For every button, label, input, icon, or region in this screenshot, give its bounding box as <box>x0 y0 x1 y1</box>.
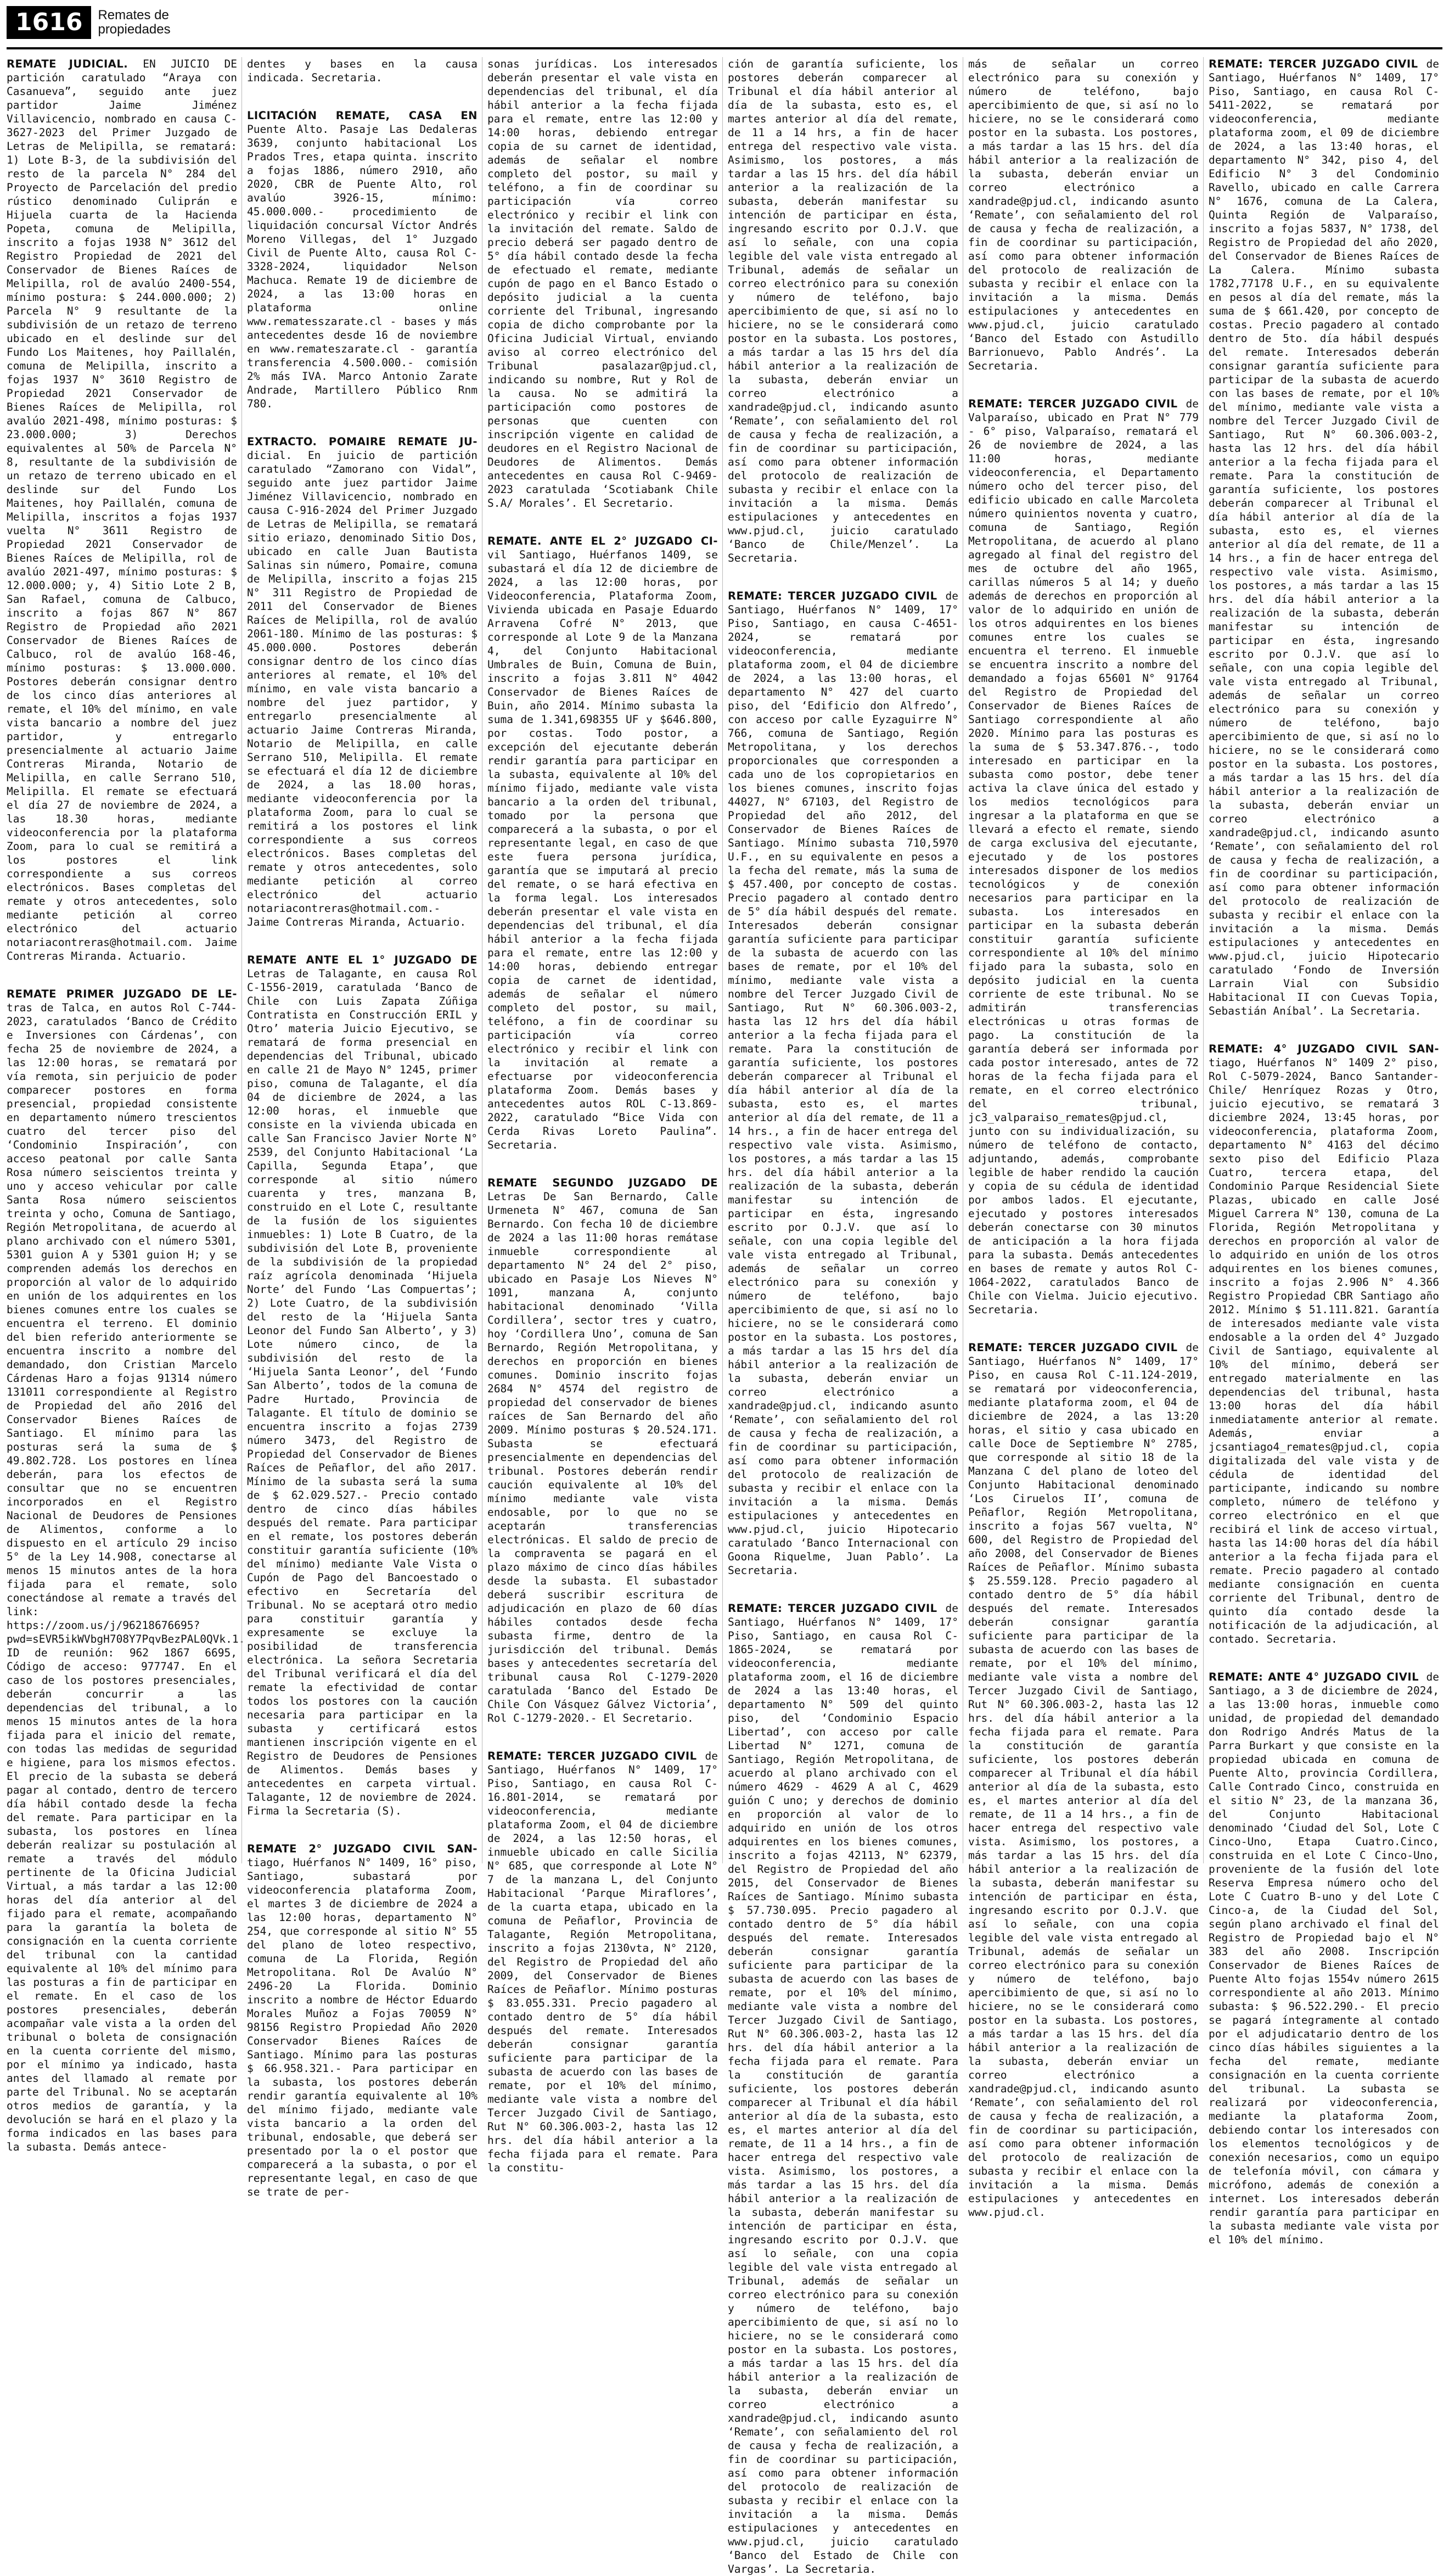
notice-text: de Santiago, Huérfanos N° 1409, 17° Piso, Santiago, en causa Rol C-1865-2024, se rematará por videoconferencia, mediante plataforma zoom, el 16 de diciembre de 2024 a las 13:40 horas, el departamento N° 509 del quinto piso, del ‘Condominio Espacio Libertad’, con acceso por calle Libertad N° 1271, comuna de Santiago, Región Metropolitana, de acuerdo al plano archivado con el número 4629 - 4629 A al C, 4629 guión C uno; y derechos de dominio en proporción al valor de lo adquirido en unión de los otros adquirentes en los bienes comunes, inscrito a fojas 42113, N° 62379, del Registro de Propiedad del año 2015, del Conservador de Bienes Raíces de Santiago. Mínimo subasta $ 57.730.095. Precio pagadero al contado dentro de 5° día hábil después del remate. Interesados deberán consignar garantía suficiente para participar de la subasta de acuerdo con las bases de remate, por el 10% del mínimo, mediante vale vista a nombre del Tercer Juzgado Civil de Santiago, Rut N° 60.306.003-2, hasta las 12 hrs. del día hábil anterior a la fecha fijada para el remate. Para la constitución de garantía suficiente, los postores deberán comparecer al Tribunal el día hábil anterior al día de la subasta, esto es, el martes anterior al día del remate, de 11 a 14 hrs., a fin de hacer entrega del respectivo vale vista. Asimismo, los postores, a más tardar a las 15 hrs. del día hábil anterior a la realización de la subasta, deberán manifestar su intención de participar en ésta, ingresando escrito por O.J.V. que así lo señale, con una copia legible del vale vista entregado al Tribunal, además de señalar un correo electrónico para su conexión y número de teléfono, bajo apercibimiento de que, si así no lo hiciere, no se le considerará como postor en la subasta. Los postores, a más tardar a las 15 hrs. del día hábil anterior a la realización de la subasta, deberán enviar un correo electrónico a xandrade@pjud.cl, indicando asunto ‘Remate’, con señalamiento del rol de causa y fecha de realización, a fin de coordinar su participación, así como para obtener información del protocolo de realización de subasta y recibir el enlace con la invitación a la misma. Demás estipulaciones y antecedentes en www.pjud.cl, juicio caratulado ‘Banco del Estado de Chile con Vargas’. La Secretaria. <box>728 1602 958 2575</box>
notice-heading: REMATE: TERCER JUZGADO CIVIL <box>728 590 937 602</box>
notice-body <box>247 953 478 1818</box>
notice-body <box>728 1601 958 2576</box>
auction-notice <box>1209 1042 1439 1646</box>
notice-body <box>1209 1042 1439 1646</box>
notice-text: dicial. En juicio de partición caratulado “Zamorano con Vidal”, seguido ante juez partidor Jaime Jiménez Villavicencio, nombrado en causa C-916-2024 del Primer Juzgado de Letras de Melipilla, se rematará sitio eriazo, denominado Sitio Dos, ubicado en calle Juan Bautista Salinas sin número, Pomaire, comuna de Melipilla, inscrito a fojas 215 N° 311 Registro de Propiedad de 2011 del Conservador de Bienes Raíces de Melipilla, rol de avalúo 2061-180. Mínimo de las posturas: $ 45.000.000. Postores deberán consignar dentro de los cinco días anteriores al remate, el 10% del mínimo, en vale vista bancario a nombre del juez partidor, y entregarlo presencialmente al actuario Jaime Contreras Miranda, Notario de Melipilla, en calle Serrano 510, Melipilla. El remate se efectuará el día 12 de diciembre de 2024, a las 18.00 horas, mediante videoconferencia por la plataforma Zoom, para lo cual se remitirá a los postores el link correspondiente a sus correos electrónicos. Bases completas del remate y otros antecedentes, solo mediante petición al correo electrónico del actuario notariacontreras@hotmail.com.- Jaime Contreras Miranda, Actuario. <box>247 449 478 928</box>
notice-text: más de señalar un correo electrónico para su conexión y número de teléfono, bajo apercibimiento de que, si así no lo hiciere, no se le considerará como postor en la subasta. Los postores, a más tardar a las 15 hrs. del día hábil anterior a la realización de la subasta, deberán enviar un correo electrónico a xandrade@pjud.cl, indicando asunto ‘Remate’, con señalamiento del rol de causa y fecha de realización, a fin de coordinar su participación, así como para obtener información del protocolo de realización de subasta y recibir el enlace con la invitación a la misma. Demás estipulaciones y antecedentes en www.pjud.cl, juicio caratulado ‘Banco del Estado con Astudillo Barrionuevo, Pablo Andrés’. La Secretaria. <box>968 58 1199 372</box>
notice-body <box>247 57 478 85</box>
notice-heading: REMATE: TERCER JUZGADO CIVIL <box>728 1602 937 1615</box>
notice-heading: REMATE: TERCER JUZGADO CIVIL <box>487 1750 697 1762</box>
notice-text: EN JUICIO DE partición caratulado “Araya con Casanueva”, seguido ante juez partidor Jaime Jiménez Villavicencio, nombrado en causa C-3627-2023 del Primer Juzgado de Letras de Melipilla, se rematará: 1) Lote B-3, de la subdivisión del resto de la parcela N° 284 del Proyecto de Parcelación del predio rústico denominado Culiprán e Hijuela cuarta de la Hacienda Popeta, comuna de Melipilla, inscrito a fojas 1938 N° 3612 del Registro Propiedad de 2021 del Conservador de Bienes Raíces de Melipilla, rol de avalúo 2400-554, mínimo postura: $ 244.000.000; 2) Parcela N° 9 resultante de la subdivisión de un retazo de terreno ubicado en el deslinde sur del Fundo Los Maitenes, hoy Paillalén, comuna de Melipilla, inscrito a fojas 1937 N° 3610 Registro de Propiedad 2021 Conservador de Bienes Raíces de Melipilla, rol avalúo 2021-498, mínimo posturas: $ 23.000.000; 3) Derechos equivalentes al 50% de Parcela N° 8, resultante de la subdivisión de un retazo de terreno ubicado en el deslinde sur del Fundo Los Maitenes, hoy Paillalén, comuna de Melipilla, inscritos a fojas 1937 vuelta N° 3611 Registro de Propiedad 2021 Conservador de Bienes Raíces de Melipilla, rol de avalúo 2021-497, mínimo posturas: $ 12.000.000; y, 4) Sitio Lote 2 B, San Rafael, comuna de Calbuco, inscrito a fojas 867 N° 867 Registro de Propiedad año 2021 Conservador de Bienes Raíces de Calbuco, rol de avalúo 168-46, mínimo posturas: $ 13.000.000. Postores deberán consignar dentro de los cinco días anteriores al remate, el 10% del mínimo, en vale vista bancario a nombre del juez partidor, y entregarlo presencialmente al actuario Jaime Contreras Miranda, Notario de Melipilla, en calle Serrano 510, Melipilla. El remate se efectuará el día 27 de noviembre de 2024, a las 18.30 horas, mediante videoconferencia por la plataforma Zoom, para lo cual se remitirá a los postores el link correspondiente a sus correos electrónicos. Bases completas del remate y otros antecedentes, solo mediante petición al correo electrónico del actuario notariacontreras@hotmail.com. Jaime Contreras Miranda. Actuario. <box>7 58 237 962</box>
notice-heading: REMATE 2° JUZGADO CIVIL SAN- <box>247 1843 478 1855</box>
notice-heading: REMATE ANTE EL 1° JUZGADO DE <box>247 954 478 966</box>
column-4 <box>728 57 958 2575</box>
notice-text: de Valparaíso, ubicado en Prat N° 779 - 6° piso, Valparaíso, rematará el 26 de noviembre de 2024, a las 11:00 horas, mediante videoconferencia, el Departamento número ocho del tercer piso, del edificio ubicado en calle Marcoleta número quinientos noventa y cuatro, comuna de Santiago, Región Metropolitana, de acuerdo al plano agregado al final del registro del mes de octubre del año 1965, carillas números 5 al 14; y dueño además de derechos en proporción al valor de lo adquirido en unión de los otros adquirentes en los bienes comunes entre los cuales se encuentra el terreno. El inmueble se encuentra inscrito a nombre del demandado a fojas 65601 N° 91764 del Registro de Propiedad del Conservador de Bienes Raíces de Santiago correspondiente al año 2020. Mínimo para las posturas es la suma de $ 53.347.876.-, todo interesado en participar en la subasta como postor, debe tener activa la clave única del estado y los medios tecnológicos para ingresar a la plataforma en que se llevará a efecto el remate, siendo de carga exclusiva del ejecutante, ejecutado y de los postores interesados disponer de los medios tecnológicos y de conexión necesarios para participar en la subasta. Los interesados en participar en la subasta deberán constituir garantía suficiente correspondiente al 10% del mínimo fijado para la subasta, solo en depósito judicial en la cuenta corriente de este tribunal. No se admitirán transferencias electrónicas u otras formas de pago. La constitución de la garantía deberá ser informada por cada postor interesado, antes de 72 horas de la fecha fijada para el remate, en el correo electrónico del tribunal, jc3_valparaiso_remates@pjud.cl, junto con su individualización, su número de teléfono de contacto, adjuntando, además, comprobante legible de haber rendido la caución y copia de su cédula de identidad por ambos lados. El ejecutante, ejecutado y postores interesados deberán conectarse con 30 minutos de anticipación a la hora fijada para la subasta. Demás antecedentes en bases de remate y autos Rol C-1064-2022, caratulados Banco de Chile con Vielma. Juicio ejecutivo. Secretaria. <box>968 397 1199 1316</box>
notice-body <box>487 57 718 510</box>
auction-notice <box>247 1842 478 2199</box>
notice-body <box>247 109 478 411</box>
notice-heading: REMATE: TERCER JUZGADO CIVIL <box>1209 58 1418 70</box>
notice-body <box>728 57 958 565</box>
notice-heading: REMATE: TERCER JUZGADO CIVIL <box>968 397 1178 410</box>
notice-text: Letras de Talagante, en causa Rol C-1556-2019, caratulada ‘Banco de Chile con Luis Zapata Zúñiga Contratista en Construcción ERIL y Otro’ materia Juicio Ejecutivo, se rematará de forma presencial en dependencias del Tribunal, ubicado en calle 21 de Mayo N° 1245, primer piso, comuna de Talagante, el día 04 de diciembre de 2024, a las 12:00 horas, el inmueble que consiste en la vivienda ubicada en calle San Francisco Javier Norte N° 2539, del Conjunto Habitacional ‘La Capilla, Segunda Etapa’, que corresponde al sitio número cuarenta y tres, manzana B, construido en el Lote C, resultante de la fusión de los siguientes inmuebles: 1) Lote B Cuatro, de la subdivisión del Lote B, proveniente de la subdivisión de la propiedad raíz agrícola denominada ‘Hijuela Norte’ del Fundo ‘Las Compuertas’; 2) Lote Cuatro, de la subdivisión del resto de la ‘Hijuela Santa Leonor del Fundo San Alberto’, y 3) Lote número cinco, de la subdivisión del resto de la ‘Hijuela Santa Leonor’, del ‘Fundo San Alberto’, todos de la comuna de Padre Hurtado, Provincia de Talagante. El título de dominio se encuentra inscrito a fojas 2739 número 3473, del Registro de Propiedad del Conservador de Bienes Raíces de Peñaflor, del año 2017. Mínimo de la subasta será la suma de $ 62.029.527.- Precio contado dentro de cinco días hábiles después del remate. Para participar en el remate, los postores deberán constituir garantía suficiente (10% del mínimo) mediante Vale Vista o Cupón de Pago del Bancoestado o efectivo en Secretaría del Tribunal. No se aceptará otro medio para constituir garantía y expresamente se excluye la posibilidad de transferencia electrónica. La señora Secretaria del Tribunal verificará el día del remate la efectividad de contar todos los postores con la caución necesaria para participar en la subasta y certificará estos mantienen inscripción vigente en el Registro de Deudores de Pensiones de Alimentos. Demás bases y antecedentes en carpeta virtual. Talagante, 12 de noviembre de 2024. Firma la Secretaria (S). <box>247 967 478 1817</box>
notice-body <box>1209 57 1439 1018</box>
notice-text: dentes y bases en la causa indicada. Secretaria. <box>247 58 478 84</box>
notice-body <box>968 1341 1199 2219</box>
notice-heading: REMATE SEGUNDO JUZGADO DE <box>487 1177 718 1189</box>
notice-body <box>1209 1670 1439 2247</box>
auction-notice <box>247 109 478 411</box>
notice-body <box>487 534 718 1152</box>
notice-text: de Santiago, Huérfanos N° 1409, 17° Piso, Santiago, en causa C-4651-2024, se rematará por videoconferencia, mediante plataforma zoom, el 04 de diciembre de 2024, a las 13:00 horas, el departamento N° 427 del cuarto piso, del ‘Edificio don Alfredo’, con acceso por calle Eyzaguirre N° 766, comuna de Santiago, Región Metropolitana, y los derechos proporcionales que corresponden a cada uno de los copropietarios en los bienes comunes, inscrito fojas 44027, N° 67103, del Registro de Propiedad del año 2012, del Conservador de Bienes Raíces de Santiago. Mínimo subasta 710,5970 U.F., en su equivalente en pesos a la fecha del remate, más la suma de $ 457.400, por concepto de costas. Precio pagadero al contado dentro de 5° día hábil después del remate. Interesados deberán consignar garantía suficiente para participar de la subasta de acuerdo con las bases de remate, por el 10% del mínimo, mediante vale vista a nombre del Tercer Juzgado Civil de Santiago, Rut N° 60.306.003-2, hasta las 12 hrs del día hábil anterior a la fecha fijada para el remate. Para la constitución de garantía suficiente, los postores deberán comparecer al Tribunal el día hábil anterior al día de la subasta, esto es, el martes anterior al día del remate, de 11 a 14 hrs., a fin de hacer entrega del respectivo vale vista. Asimismo, los postores, a más tardar a las 15 hrs. del día hábil anterior a la realización de la subasta, deberán manifestar su intención de participar en ésta, ingresando escrito por O.J.V. que así lo señale, con una copia legible del vale vista entregado al Tribunal, además de señalar un correo electrónico para su conexión y número de teléfono, bajo apercibimiento de que, si así no lo hiciere, no se le considerará como postor en la subasta. Los postores, a más tardar a las 15 hrs del día hábil anterior a la realización de la subasta, deberán enviar un correo electrónico a xandrade@pjud.cl, indicando asunto ‘Remate’, con señalamiento del rol de causa y fecha de realización, a fin de coordinar su participación, así como para obtener información del protocolo de realización de subasta y recibir el enlace con la invitación a la misma. Demás estipulaciones y antecedentes en www.pjud.cl, juicio Hipotecario caratulado ‘Banco Internacional con Goona Riquelme, Juan Pablo’. La Secretaria. <box>728 590 958 1577</box>
page-number: 1616 <box>7 6 91 39</box>
notice-body <box>728 589 958 1577</box>
auction-notice <box>968 1341 1199 2219</box>
notice-heading: REMATE. ANTE EL 2° JUZGADO CI- <box>487 535 718 547</box>
notice-heading: REMATE JUDICIAL. <box>7 58 128 70</box>
notice-text: tras de Talca, en autos Rol C-744-2023, caratulados ‘Banco de Crédito e Inversiones con Cárdenas’, con fecha 25 de noviembre de 2024, a las 12:00 horas, se rematará por vía remota, sin perjuicio de poder comparecer postores en forma presencial, propiedad consistente en departamento número trescientos cuatro del tercer piso del ‘Condominio Inspiración’, con acceso peatonal por calle Santa Rosa número seiscientos treinta y uno y acceso vehicular por calle Santa Rosa número seiscientos treinta y ocho, Comuna de Santiago, Región Metropolitana, de acuerdo al plano archivado con el número 5301, 5301 guion A y 5301 guion H; y se comprenden además los derechos en proporción al valor de lo adquirido en unión de los adquirentes en los bienes comunes entre los cuales se encuentra el terreno. El dominio del bien referido anteriormente se encuentra inscrito a nombre del demandado, don Cristian Marcelo Cárdenas Haro a fojas 91314 número 131011 correspondiente al Registro de Propiedad del año 2016 del Conservador Bienes Raíces de Santiago. El mínimo para las posturas será la suma de $ 49.802.728. Los postores en línea deberán, para los efectos de consultar que no se encuentren incorporados en el Registro Nacional de Deudores de Pensiones de Alimentos, conforme a lo dispuesto en el artículo 29 inciso 5° de la Ley 14.908, conectarse al menos 15 minutos antes de la hora fijada para el remate, solo conectándose al remate a través del link: https://zoom.us/j/96218676695?pwd=sEVR5ikWVbgH708Y7PqvBezPAL0QVk.1. ID de reunión: 962 1867 6695, Código de acceso: 977747. En el caso de los postores presenciales, deberán concurrir a las dependencias del tribunal, a lo menos 15 minutos antes de la hora fijada para el inicio del remate, con todas las medidas de seguridad e higiene, para los mismos efectos. El precio de la subasta se deberá pagar al contado, dentro de tercero día hábil contado desde la fecha del remate. Para participar en la subasta, los postores en línea deberán realizar su postulación al remate a través del módulo pertinente de la Oficina Judicial Virtual, a más tardar a las 12:00 horas del día anterior al del fijado para el remate, acompañando para la garantía la boleta de consignación en la cuenta corriente del tribunal con la cantidad equivalente al 10% del mínimo para las posturas a fin de participar en el remate. En el caso de los postores presenciales, deberán acompañar vale vista a la orden del tribunal o boleta de consignación en la cuenta corriente del mismo, por el mínimo ya indicado, hasta antes del llamado al remate por parte del Tribunal. No se aceptarán otros medios de garantía, y la devolución se hará en el plazo y la forma indicados en las bases para la subasta. Demás antece- <box>7 1001 245 2153</box>
auction-notice <box>247 435 478 929</box>
column-5 <box>968 57 1199 2219</box>
auction-notice <box>968 397 1199 1317</box>
notice-text: Letras De San Bernardo, Calle Urmeneta N° 467, comuna de San Bernardo. Con fecha 10 de diciembre de 2024 a las 11:00 horas remátase inmueble correspondiente al departamento N° 24 del 2° piso, ubicado en Pasaje Los Nieves N° 1091, manzana A, conjunto habitacional denominado ‘Villa Cordillera’, sector tres y cuatro, hoy ‘Cordillera Uno’, comuna de San Bernardo, Región Metropolitana, y derechos en proporción en bienes comunes. Dominio inscrito fojas 2684 N° 4574 del registro de propiedad del conservador de bienes raíces de San Bernardo del año 2009. Mínimo posturas $ 20.524.171. Subasta se efectuará presencialmente en dependencias del tribunal. Postores deberán rendir caución equivalente al 10% del mínimo mediante vale vista endosable, por lo que no se aceptarán transferencias electrónicas. El saldo de precio de la compraventa se pagará en el plazo máximo de cinco días hábiles desde la subasta. El subastador deberá suscribir escritura de adjudicación en plazo de 60 días hábiles contados desde fecha subasta firme, dentro de la jurisdicción del tribunal. Demás bases y antecedentes secretaría del tribunal causa Rol C-1279-2020 caratulada ‘Banco del Estado De Chile Con Vásquez Gálvez Victoria’, Rol C-1279-2020.- El Secretario. <box>487 1190 718 1724</box>
section-title: Remates de propiedades <box>98 8 171 37</box>
page-header <box>7 5 180 40</box>
column-3 <box>487 57 718 2174</box>
auction-notice <box>7 57 237 963</box>
notice-text: Puente Alto. Pasaje Las Dedaleras 3639, conjunto habitacional Los Prados Tres, etapa quinta. inscrito a fojas 1886, número 2910, año 2020, CBR de Puente Alto, rol avalúo 3926-15, mínimo: 45.000.000.- procedimiento de liquidación concursal Víctor Andrés Moreno Villegas, del 1° Juzgado Civil de Puente Alto, causa Rol C-3328-2024, liquidador Nelson Machuca. Remate 19 de diciembre de 2024, a las 13:00 horas en plataforma online www.rematesszarate.cl - bases y más antecedentes desde 16 de noviembre en www.remateszarate.cl - garantía transferencia 4.500.000.- comisión 2% más IVA. Marco Antonio Zarate Andrade, Martillero Público Rnm 780. <box>247 123 478 410</box>
classifieds-columns <box>7 57 1442 2575</box>
auction-notice <box>968 57 1199 373</box>
notice-body <box>7 57 237 963</box>
notice-body <box>968 397 1199 1317</box>
notice-text: de Santiago, Huérfanos N° 1409, 17° Piso, en causa Rol C-11.124-2019, se rematará por videoconferencia, mediante plataforma zoom, el 04 de diciembre de 2024, a las 13:20 horas, el sitio y casa ubicado en calle Doce de Septiembre N° 2785, que corresponde al sitio 18 de la Manzana C del plano de loteo del Conjunto Habitacional denominado ‘Los Ciruelos II’, comuna de Peñaflor, Región Metropolitana, inscrito a fojas 567 vuelta, N° 600, del Registro de Propiedad del año 2008, del Conservador de Bienes Raíces de Peñaflor. Mínimo subasta $ 25.559.128. Precio pagadero al contado dentro de 5° día hábil después del remate. Interesados deberán consignar garantía suficiente para participar de la subasta de acuerdo con las bases de remate, por el 10% del mínimo, mediante vale vista a nombre del Tercer Juzgado Civil de Santiago, Rut N° 60.306.003-2, hasta las 12 hrs. del día hábil anterior a la fecha fijada para el remate. Para la constitución de garantía suficiente, los postores deberán comparecer al Tribunal el día hábil anterior al día de la subasta, esto es, el martes anterior al día del remate, de 11 a 14 hrs., a fin de hacer entrega del respectivo vale vista. Asimismo, los postores, a más tardar a las 15 hrs. del día hábil anterior a la realización de la subasta, deberán manifestar su intención de participar en ésta, ingresando escrito por O.J.V. que así lo señale, con una copia legible del vale vista entregado al Tribunal, además de señalar un correo electrónico para su conexión y número de teléfono, bajo apercibimiento de que, si así no lo hiciere, no se le considerará como postor en la subasta. Los postores, a más tardar a las 15 hrs. del día hábil anterior a la realización de la subasta, deberán enviar un correo electrónico a xandrade@pjud.cl, indicando asunto ‘Remate’, con señalamiento del rol de causa y fecha de realización, a fin de coordinar su participación, así como para obtener información del protocolo de realización de subasta y recibir el enlace con la invitación a la misma. Demás estipulaciones y antecedentes en www.pjud.cl. <box>968 1341 1199 2219</box>
notice-body <box>247 1842 478 2199</box>
notice-body <box>7 987 245 2154</box>
auction-notice <box>487 534 718 1152</box>
auction-notice <box>487 1176 718 1725</box>
auction-notice <box>247 953 478 1818</box>
auction-notice <box>728 589 958 1577</box>
auction-notice <box>728 1601 958 2576</box>
notice-heading: REMATE: TERCER JUZGADO CIVIL <box>968 1341 1178 1354</box>
notice-text: de Santiago, a 3 de diciembre de 2024, a las 13:00 horas, inmueble como unidad, de propiedad del demandado don Rodrigo Andrés Matus de la Parra Burkart y que consiste en la propiedad ubicada en comuna de Puente Alto, provincia Cordillera, Calle Contrado Cinco, construida en el sitio N° 23, de la manzana 36, del Conjunto Habitacional denominado ‘Ciudad del Sol, Lote C Cinco-Uno, Etapa Cuatro.Cinco, construida en el Lote C Cinco-Uno, proveniente de la fusión del lote Reserva Empresa número ocho del Lote C Cuatro B-uno y del Lote C Cinco-a, de la Ciudad del Sol, según plano archivado el final del Registro de Propiedad bajo el N° 383 del año 2008. Inscripción Conservador de Bienes Raíces de Puente Alto fojas 1554v número 2615 correspondiente al año 2013. Mínimo subasta: $ 96.522.290.- El precio se pagará íntegramente al contado por el adjudicatario dentro de los cinco días hábiles siguientes a la fecha del remate, mediante consignación en la cuenta corriente del tribunal. La subasta se realizará por videoconferencia, mediante la plataforma Zoom, debiendo contar los interesados con los elementos tecnológicos y de conexión necesarios, como un equipo de telefonía móvil, con cámara y micrófono, además de conexión a internet. Los interesados deberán rendir garantía para participar en la subasta mediante vale vista por el 10% del mínimo. <box>1209 1671 1439 2246</box>
notice-heading: REMATE PRIMER JUZGADO DE LE- <box>7 988 237 1000</box>
notice-body <box>487 1176 718 1725</box>
column-1 <box>7 57 245 2153</box>
notice-body <box>968 57 1199 373</box>
notice-text: vil Santiago, Huérfanos 1409, se subastará el día 12 de diciembre de 2024, a las 12:00 horas, por Videoconferencia, Plataforma Zoom, Vivienda ubicada en Pasaje Eduardo Arravena Cofré N° 2013, que corresponde al Lote 9 de la Manzana 4, del Conjunto Habitacional Umbrales de Buin, Comuna de Buin, inscrito a fojas 3.811 N° 4042 Conservador de Bienes Raíces de Buin, año 2014. Mínimo subasta la suma de 1.341,698355 UF y $646.800, por costas. Todo postor, a excepción del ejecutante deberán rendir garantía para participar en la subasta, equivalente al 10% del mínimo fijado, mediante vale vista bancario a la orden del tribunal, tomado por la persona que comparecerá a la subasta, o por el representante legal, en caso de que este fuera persona jurídica, garantía que se imputará al precio del remate, o se hará efectiva en la forma legal. Los interesados deberán presentar el vale vista en dependencias del tribunal, el día hábil anterior a la fecha fijada para el remate, entre las 12:00 y 14:00 horas, debiendo entregar copia de carnet de identidad, además de señalar el número completo del postor, su mail, teléfono, a fin de coordinar su participación vía correo electrónico y recibir el link con la invitación al remate a efectuarse por videoconferencia plataforma Zoom. Demás bases y antecedentes autos ROL C-13.869-2022, caratulado “Bice Vida con Cerda Rivas Loreto Paulina”. Secretaria. <box>487 548 718 1151</box>
column-6 <box>1209 57 1439 2246</box>
notice-heading: EXTRACTO. POMAIRE REMATE JU- <box>247 435 478 448</box>
notice-text: de Santiago, Huérfanos N° 1409, 17° Piso, Santiago, en causa Rol C-16.801-2014, se rematará por videoconferencia, mediante plataforma Zoom, el 04 de diciembre de 2024, a las 12:50 horas, el inmueble ubicado en calle Sicilia N° 685, que corresponde al Lote N° 7 de la manzana L, del Conjunto Habitacional ‘Parque Miraflores’, de la cuarta etapa, ubicado en la comuna de Peñaflor, Provincia de Talagante, Región Metropolitana, inscrito a fojas 2130vta, N° 2120, del Registro de Propiedad del año 2009, del Conservador de Bienes Raíces de Peñaflor. Mínimo posturas $ 83.055.331. Precio pagadero al contado dentro de 5° día hábil después del remate. Interesados deberán consignar garantía suficiente para participar de la subasta de acuerdo con las bases de remate, por el 10% del mínimo, mediante vale vista a nombre del Tercer Juzgado Civil de Santiago, Rut N° 60.306.003-2, hasta las 12 hrs. del día hábil anterior a la fecha fijada para el remate. Para la constitu- <box>487 1750 718 2174</box>
notice-heading: LICITACIÓN REMATE, CASA EN <box>247 109 478 122</box>
header-rule <box>7 47 1442 49</box>
auction-notice <box>247 57 478 85</box>
auction-notice <box>7 987 245 2154</box>
notice-heading: REMATE: ANTE 4° JUZGADO CIVIL <box>1209 1671 1419 1683</box>
notice-text: ción de garantía suficiente, los postores deberán comparecer al Tribunal el día hábil anterior al día de la subasta, esto es, el martes anterior al día del remate, de 11 a 14 hrs, a fin de hacer entrega del respectivo vale vista. Asimismo, los postores, a más tardar a las 15 hrs. del día hábil anterior a la realización de la subasta, deberán manifestar su intención de participar en ésta, ingresando escrito por O.J.V. que así lo señale, con una copia legible del vale vista entregado al Tribunal, además de señalar un correo electrónico para su conexión y número de teléfono, bajo apercibimiento de que, si así no lo hiciere, no se le considerará como postor en la subasta. Los postores, a más tardar a las 15 hrs del día hábil anterior a la realización de la subasta, deberán enviar un correo electrónico a xandrade@pjud.cl, indicando asunto ‘Remate’, con señalamiento del rol de causa y fecha de realización, a fin de coordinar su participación, así como para obtener información del protocolo de realización de subasta y recibir el enlace con la invitación a la misma. Demás estipulaciones y antecedentes en www.pjud.cl, juicio caratulado ‘Banco de Chile/Menzel’. La Secretaria. <box>728 58 958 564</box>
auction-notice <box>487 57 718 510</box>
notice-body <box>487 1749 718 2175</box>
notice-text: de Santiago, Huérfanos N° 1409, 17° Piso, Santiago, en causa Rol C-5411-2022, se rematará por videoconferencia, mediante plataforma zoom, el 09 de diciembre de 2024, a las 13:40 horas, el departamento N° 342, piso 4, del Edificio N° 3 del Condominio Ravello, ubicado en calle Carrera N° 1676, comuna de La Calera, Quinta Región de Valparaíso, inscrito a fojas 5837, N° 1738, del Registro de Propiedad del año 2020, del Conservador de Bienes Raíces de La Calera. Mínimo subasta 1782,77178 U.F., en su equivalente en pesos al día del remate, más la suma de $ 661.420, por concepto de costas. Precio pagadero al contado dentro de 5to. día hábil después del remate. Interesados deberán consignar garantía suficiente para participar de la subasta de acuerdo con las bases de remate, por el 10% del mínimo, mediante vale vista a nombre del Tercer Juzgado Civil de Santiago, Rut N° 60.306.003-2, hasta las 12 hrs. del día hábil anterior a la fecha fijada para el remate. Para la constitución de garantía suficiente, los postores deberán comparecer al Tribunal el día hábil anterior al día de la subasta, esto es, el viernes anterior al día del remate, de 11 a 14 hrs., a fin de hacer entrega del respectivo vale vista. Asimismo, los postores, a más tardar a las 15 hrs. del día hábil anterior a la realización de la subasta, deberán manifestar su intención de participar en ésta, ingresando escrito por O.J.V. que así lo señale, con una copia legible del vale vista entregado al Tribunal, además de señalar un correo electrónico para su conexión y número de teléfono, bajo apercibimiento de que, si así no lo hiciere, no se le considerará como postor en la subasta. Los postores, a más tardar a las 15 hrs. del día hábil anterior a la realización de la subasta, deberán enviar un correo electrónico a xandrade@pjud.cl, indicando asunto ‘Remate’, con señalamiento del rol de causa y fecha de realización, a fin de coordinar su participación, así como para obtener información del protocolo de realización de subasta y recibir el enlace con la invitación a la misma. Demás estipulaciones y antecedentes en www.pjud.cl, juicio Hipotecario caratulado ‘Fondo de Inversión Larrain Vial con Subsidio Habitacional II con Cuevas Topia, Sebastián Aníbal’. La Secretaria. <box>1209 58 1439 1017</box>
auction-notice <box>1209 57 1439 1018</box>
notice-heading: REMATE: 4° JUZGADO CIVIL SAN- <box>1209 1043 1439 1055</box>
notice-body <box>247 435 478 929</box>
auction-notice <box>728 57 958 565</box>
auction-notice <box>1209 1670 1439 2247</box>
notice-text: sonas jurídicas. Los interesados deberán presentar el vale vista en dependencias del tribunal, el día hábil anterior a la fecha fijada para el remate, entre las 12:00 y 14:00 horas, debiendo entregar copia de su carnet de identidad, además de señalar el nombre completo del postor, su mail y teléfono, a fin de coordinar su participación vía correo electrónico y recibir el link con la invitación del remate. Saldo de precio deberá ser pagado dentro de 5° día hábil contado desde la fecha de efectuado el remate, mediante cupón de pago en el Banco Estado o depósito judicial a la cuenta corriente del Tribunal, ingresando copia de dicho comprobante por la Oficina Judicial Virtual, enviando aviso al correo electrónico del Tribunal pasalazar@pjud.cl, indicando su nombre, Rut y Rol de la causa. No se admitirá la participación como postores de personas que cuenten con inscripción vigente en calidad de deudores en el Registro Nacional de Deudores de Alimentos. Demás antecedentes en causa Rol C-9469-2023 caratulada ‘Scotiabank Chile S.A/ Morales’. El Secretario. <box>487 58 718 509</box>
column-2 <box>247 57 478 2198</box>
auction-notice <box>487 1749 718 2175</box>
notice-text: tiago, Huérfanos N° 1409 2° piso, Rol C-5079-2024, Banco Santander-Chile/ Henríquez Rozas y Otro, juicio ejecutivo, se rematará 3 diciembre 2024, 13:45 horas, por videoconferencia, plataforma Zoom, departamento N° 4163 del décimo sexto piso del Edificio Plaza Cuatro, tercera etapa, del Condominio Parque Residencial Siete Plazas, ubicado en calle José Miguel Carrera N° 130, comuna de La Florida, Región Metropolitana y derechos en proporción al valor de lo adquirido en unión de los otros adquirentes en los bienes comunes, inscrito a fojas 2.906 N° 4.366 Registro Propiedad CBR Santiago año 2012. Mínimo $ 51.111.821. Garantía de interesados mediante vale vista endosable a la orden del 4° Juzgado Civil de Santiago, equivalente al 10% del mínimo, deberá ser entregado materialmente en las dependencias del tribunal, hasta 13:00 horas del día hábil inmediatamente anterior al remate. Además, enviar a jcsantiago4_remates@pjud.cl, copia digitalizada del vale vista y de cédula de identidad del participante, indicando su nombre completo, número de teléfono y correo electrónico en el que recibirá el link de acceso virtual, hasta las 14:00 horas del día hábil anterior a la fecha fijada para el remate. Precio pagadero al contado mediante consignación en cuenta corriente del Tribunal, dentro de quinto día contado desde la notificación de la adjudicación, al contado. Secretaria. <box>1209 1056 1439 1645</box>
notice-text: tiago, Huérfanos N° 1409, 16° piso, Santiago, subastará por videoconferencia plataforma Zoom, el martes 3 de diciembre de 2024 a las 12:00 horas, departamento N° 254, que corresponde al sitio N° 55 del plano de loteo respectivo, comuna de La Florida, Región Metropolitana. Rol De Avalúo N° 2496-20 La Florida. Dominio inscrito a nombre de Héctor Eduardo Morales Muñoz a Fojas 70059 N° 98156 Registro Propiedad Año 2020 Conservador Bienes Raíces de Santiago. Mínimo para las posturas $ 66.958.321.- Para participar en la subasta, los postores deberán rendir garantía equivalente al 10% del mínimo fijado, mediante vale vista bancario a la orden del tribunal, endosable, que deberá ser presentado por la o el postor que comparecerá a la subasta, o por el representante legal, en caso de que se trate de per- <box>247 1856 478 2198</box>
